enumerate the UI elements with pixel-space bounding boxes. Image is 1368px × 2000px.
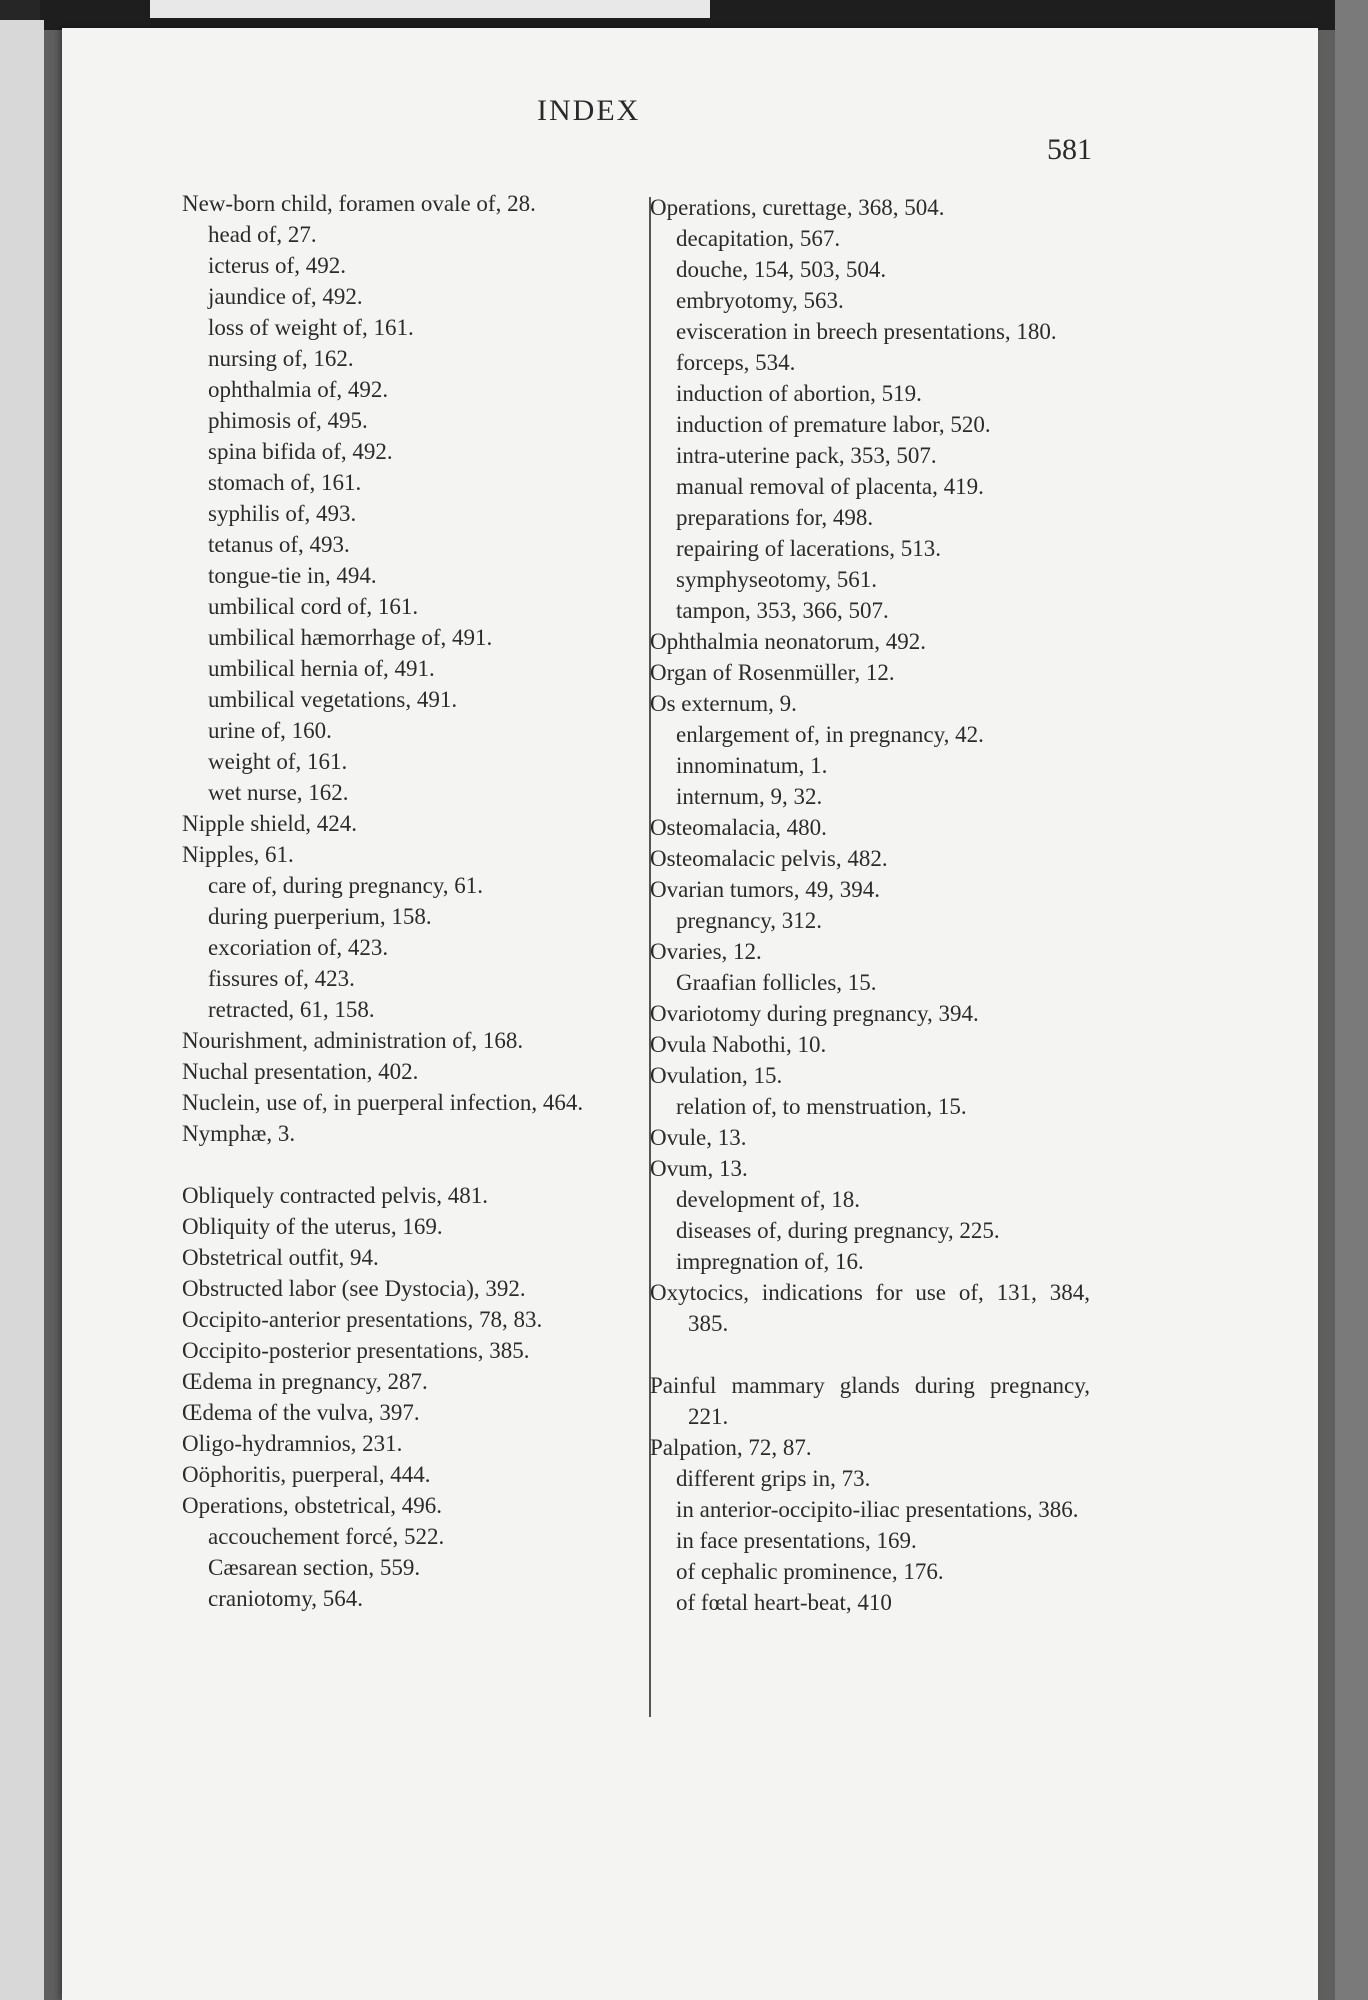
index-entry: Œdema of the vulva, 397. bbox=[182, 1400, 420, 1425]
index-entry: Nourishment, administration of, 168. bbox=[182, 1028, 524, 1053]
index-subentry: enlargement of, in pregnancy, 42. bbox=[676, 722, 984, 747]
index-entry: Ophthalmia neonatorum, 492. bbox=[650, 629, 926, 654]
index-subentry: syphilis of, 493. bbox=[208, 501, 357, 526]
index-subentry: pregnancy, 312. bbox=[676, 908, 823, 933]
index-subentry: evisceration in breech presentations, 180. bbox=[676, 319, 1057, 344]
index-subentry: jaundice of, 492. bbox=[208, 284, 363, 309]
index-entry: Ovariotomy during pregnancy, 394. bbox=[650, 1001, 979, 1026]
index-entry: Oligo-hydramnios, 231. bbox=[182, 1431, 403, 1456]
index-entry: Occipito-posterior presentations, 385. bbox=[182, 1338, 530, 1363]
index-subentry: fissures of, 423. bbox=[208, 966, 355, 991]
index-subentry: loss of weight of, 161. bbox=[208, 315, 414, 340]
facing-page-edge bbox=[0, 20, 44, 2000]
index-entry: Nuclein, use of, in puerperal infection, 464. bbox=[182, 1090, 584, 1115]
index-subentry: of cephalic prominence, 176. bbox=[676, 1559, 944, 1584]
index-subentry: forceps, 534. bbox=[676, 350, 796, 375]
index-entry: Osteomalacic pelvis, 482. bbox=[650, 846, 888, 871]
index-entry: Nuchal presentation, 402. bbox=[182, 1059, 419, 1084]
index-subentry: umbilical hæmorrhage of, 491. bbox=[208, 625, 493, 650]
scan-background-right bbox=[1335, 0, 1368, 2000]
index-subentry: preparations for, 498. bbox=[676, 505, 874, 530]
index-entry: Obstetrical outfit, 94. bbox=[182, 1245, 379, 1270]
index-subentry: relation of, to menstruation, 15. bbox=[676, 1094, 967, 1119]
index-entry: Os externum, 9. bbox=[650, 691, 797, 716]
index-subentry: induction of abortion, 519. bbox=[676, 381, 922, 406]
index-subentry: umbilical hernia of, 491. bbox=[208, 656, 435, 681]
index-subentry: Graafian follicles, 15. bbox=[676, 970, 877, 995]
index-entry: Ovum, 13. bbox=[650, 1156, 748, 1181]
index-entry: Ovaries, 12. bbox=[650, 939, 762, 964]
index-subentry: spina bifida of, 492. bbox=[208, 439, 393, 464]
index-subentry: douche, 154, 503, 504. bbox=[676, 257, 887, 282]
running-header-title: INDEX bbox=[537, 94, 641, 127]
index-entry: Ovulation, 15. bbox=[650, 1063, 783, 1088]
index-subentry: in face presentations, 169. bbox=[676, 1528, 917, 1553]
index-entry: Occipito-anterior presentations, 78, 83. bbox=[182, 1307, 543, 1332]
index-subentry: stomach of, 161. bbox=[208, 470, 362, 495]
index-entry: Ovule, 13. bbox=[650, 1125, 747, 1150]
index-subentry: in anterior-occipito-iliac presentations, 386. bbox=[676, 1497, 1079, 1522]
index-subentry: impregnation of, 16. bbox=[676, 1249, 864, 1274]
index-subentry: during puerperium, 158. bbox=[208, 904, 432, 929]
index-entry: Operations, obstetrical, 496. bbox=[182, 1493, 442, 1518]
index-subentry: phimosis of, 495. bbox=[208, 408, 368, 433]
index-subentry: internum, 9, 32. bbox=[676, 784, 823, 809]
index-subentry: symphyseotomy, 561. bbox=[676, 567, 878, 592]
index-subentry: decapitation, 567. bbox=[676, 226, 841, 251]
index-entry: New-born child, foramen ovale of, 28. bbox=[182, 191, 536, 216]
index-subentry: Cæsarean section, 559. bbox=[208, 1555, 421, 1580]
index-entry: Nipples, 61. bbox=[182, 842, 294, 867]
index-entry: Oöphoritis, puerperal, 444. bbox=[182, 1462, 431, 1487]
index-subentry: repairing of lacerations, 513. bbox=[676, 536, 942, 561]
index-subentry: tongue-tie in, 494. bbox=[208, 563, 377, 588]
index-subentry: tampon, 353, 366, 507. bbox=[676, 598, 889, 623]
index-entry: Ovula Nabothi, 10. bbox=[650, 1032, 827, 1057]
index-subentry: different grips in, 73. bbox=[676, 1466, 871, 1491]
section-gap bbox=[182, 1149, 627, 1180]
index-entry: Obliquely contracted pelvis, 481. bbox=[182, 1183, 488, 1208]
index-entry: Painful mammary glands during pregnancy, 221. bbox=[650, 1373, 1090, 1429]
index-entry: Œdema in pregnancy, 287. bbox=[182, 1369, 428, 1394]
index-subentry: manual removal of placenta, 419. bbox=[676, 474, 984, 499]
index-subentry: craniotomy, 564. bbox=[208, 1586, 364, 1611]
index-entry: Obstructed labor (see Dystocia), 392. bbox=[182, 1276, 526, 1301]
index-subentry: diseases of, during pregnancy, 225. bbox=[676, 1218, 1000, 1243]
index-subentry: innominatum, 1. bbox=[676, 753, 828, 778]
index-subentry: tetanus of, 493. bbox=[208, 532, 350, 557]
index-subentry: embryotomy, 563. bbox=[676, 288, 844, 313]
index-subentry: of fœtal heart-beat, 410 bbox=[676, 1590, 892, 1615]
index-subentry: accouchement forcé, 522. bbox=[208, 1524, 445, 1549]
index-subentry: wet nurse, 162. bbox=[208, 780, 349, 805]
index-subentry: icterus of, 492. bbox=[208, 253, 346, 278]
page-number: 581 bbox=[1047, 133, 1092, 166]
index-subentry: umbilical cord of, 161. bbox=[208, 594, 419, 619]
section-gap bbox=[650, 1339, 1090, 1370]
previous-sheet-strip bbox=[150, 0, 710, 18]
index-entry: Ovarian tumors, 49, 394. bbox=[650, 877, 880, 902]
index-subentry: intra-uterine pack, 353, 507. bbox=[676, 443, 937, 468]
index-subentry: development of, 18. bbox=[676, 1187, 860, 1212]
index-entry: Operations, curettage, 368, 504. bbox=[650, 195, 945, 220]
index-subentry: nursing of, 162. bbox=[208, 346, 354, 371]
index-subentry: ophthalmia of, 492. bbox=[208, 377, 389, 402]
index-entry: Obliquity of the uterus, 169. bbox=[182, 1214, 443, 1239]
index-entry: Palpation, 72, 87. bbox=[650, 1435, 812, 1460]
index-column-left bbox=[182, 188, 627, 1614]
index-subentry: head of, 27. bbox=[208, 222, 317, 247]
index-subentry: care of, during pregnancy, 61. bbox=[208, 873, 484, 898]
index-subentry: umbilical vegetations, 491. bbox=[208, 687, 458, 712]
index-subentry: excoriation of, 423. bbox=[208, 935, 389, 960]
index-subentry: retracted, 61, 158. bbox=[208, 997, 375, 1022]
index-entry: Nipple shield, 424. bbox=[182, 811, 358, 836]
index-entry: Nymphæ, 3. bbox=[182, 1121, 296, 1146]
index-subentry: weight of, 161. bbox=[208, 749, 348, 774]
index-entry: Osteomalacia, 480. bbox=[650, 815, 827, 840]
index-subentry: induction of premature labor, 520. bbox=[676, 412, 991, 437]
index-subentry: urine of, 160. bbox=[208, 718, 332, 743]
index-entry: Oxytocics, indications for use of, 131, 384, 385. bbox=[650, 1280, 1090, 1336]
index-entry: Organ of Rosenmüller, 12. bbox=[650, 660, 895, 685]
index-column-right bbox=[650, 192, 1090, 1618]
